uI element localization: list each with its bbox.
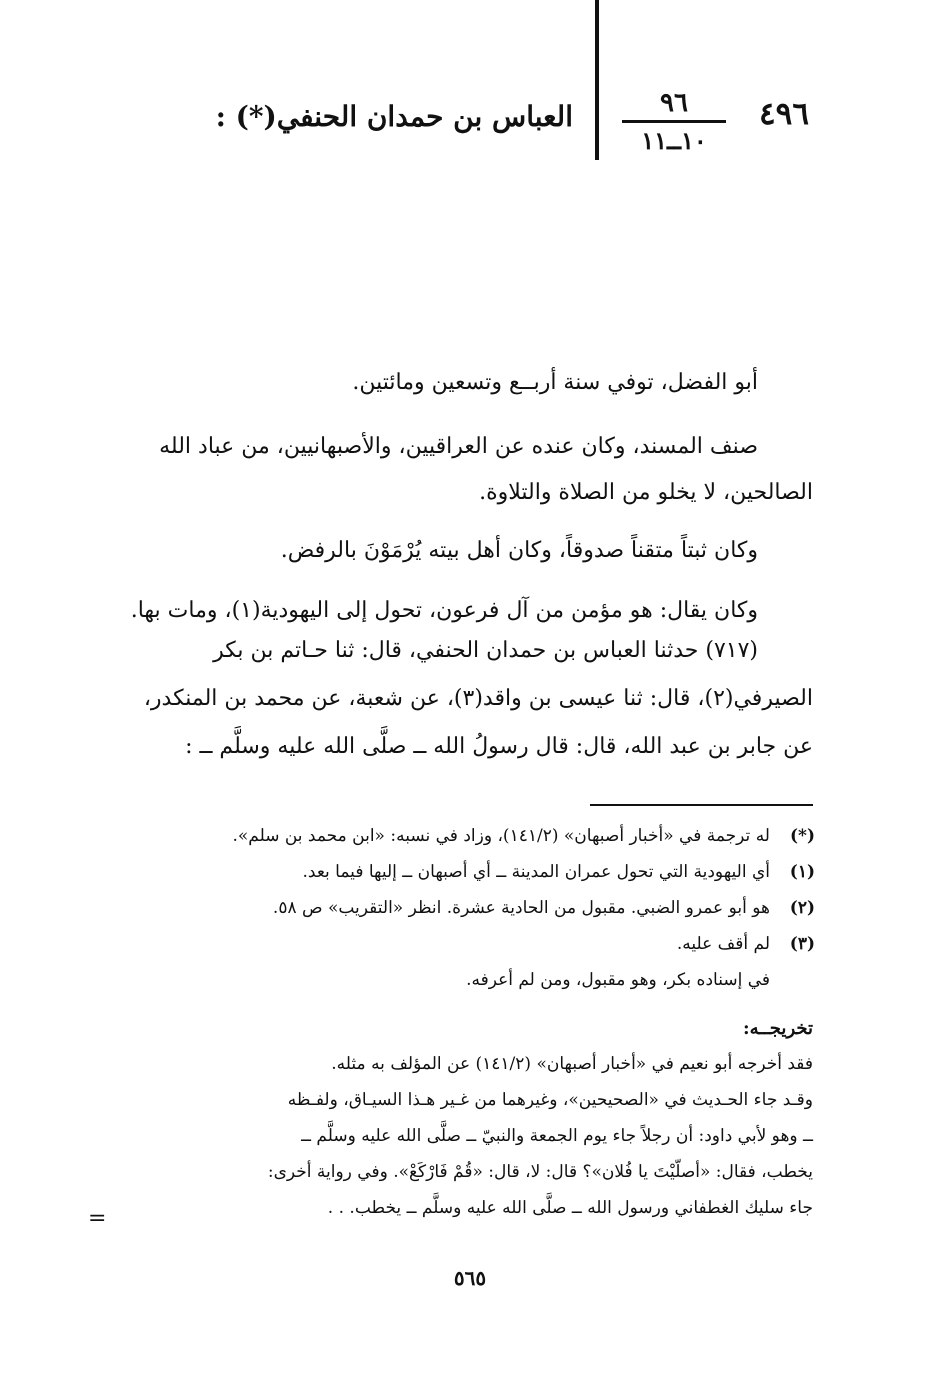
footnote-mark: (*) (790, 826, 815, 846)
footnote-mark: (٢) (789, 898, 815, 918)
takhrij-heading: تخريجــه: (742, 1018, 813, 1039)
takhrij-line: وقـد جاء الحـديث في «الصحيحين»، وغيرهما من غـير هـذا السيـاق، ولفـظه (287, 1090, 813, 1110)
footnote-text: له ترجمة في «أخبار أصبهان» (١٤١/٢)، وزاد في نسبه: «ابن محمد بن سلم». (232, 826, 770, 846)
fraction-bottom: ١٠ــ١١ (641, 126, 707, 155)
body-line: وكان يقال: هو مؤمن من آل فرعون، تحول إلى اليهودية(١)، ومات بها. (130, 598, 758, 623)
footnote-text: هو أبو عمرو الضبي. مقبول من الحادية عشرة. انظر «التقريب» ص ٥٨. (272, 898, 770, 918)
footnote-mark: (١) (789, 862, 815, 882)
page-number: ٥٦٥ (453, 1266, 487, 1290)
body-line: صنف المسند، وكان عنده عن العراقيين، والأصبهانيين، من عباد الله (159, 434, 758, 459)
footnote-text: أي اليهودية التي تحول عمران المدينة ــ أي أصبهان ــ إليها فيما بعد. (302, 862, 770, 882)
fraction-bar (622, 120, 726, 123)
takhrij-line: يخطب، فقال: «أصلّيْتَ يا فُلان»؟ قال: لا، قال: «قُمْ فَارْكَعْ». وفي رواية أخرى: (267, 1162, 813, 1182)
takhrij-line: فقد أخرجه أبو نعيم في «أخبار أصبهان» (١٤١/٢) عن المؤلف به مثله. (331, 1054, 813, 1074)
entry-title: العباس بن حمدان الحنفي(*) : (215, 100, 573, 133)
body-line: الصالحين، لا يخلو من الصلاة والتلاوة. (479, 480, 813, 505)
footnote-mark: (٣) (789, 934, 815, 954)
body-line: عن جابر بن عبد الله، قال: قال رسولُ الله ــ صلَّى الله عليه وسلَّم ــ : (185, 734, 813, 759)
fraction-top: ٩٦ (660, 88, 688, 118)
header-divider-line (595, 0, 599, 160)
footnote-text: لم أقف عليه. (676, 934, 770, 954)
takhrij-line: ــ وهو لأبي داود: أن رجلاً جاء يوم الجمعة والنبيّ ــ صلَّى الله عليه وسلَّم ــ (301, 1126, 813, 1146)
body-line: أبو الفضل، توفي سنة أربــع وتسعين ومائتين. (352, 370, 758, 395)
body-line: الصيرفي(٢)، قال: ثنا عيسى بن واقد(٣)، عن شعبة، عن محمد بن المنكدر، (143, 686, 813, 711)
footnote-divider (590, 804, 813, 806)
continuation-mark: = (88, 1206, 107, 1231)
takhrij-line: جاء سليك الغطفاني ورسول الله ــ صلَّى الله عليه وسلَّم ــ يخطب. . . (327, 1198, 813, 1218)
entry-number: ٤٩٦ (759, 96, 809, 132)
body-line: (٧١٧) حدثنا العباس بن حمدان الحنفي، قال: ثنا حـاتم بن بكر (213, 638, 758, 663)
volume-fraction (622, 88, 726, 155)
body-line: وكان ثبتاً متقناً صدوقاً، وكان أهل بيته يُرْمَوْنَ بالرفض. (280, 538, 758, 563)
footnote-text: في إسناده بكر، وهو مقبول، ومن لم أعرفه. (466, 970, 770, 990)
